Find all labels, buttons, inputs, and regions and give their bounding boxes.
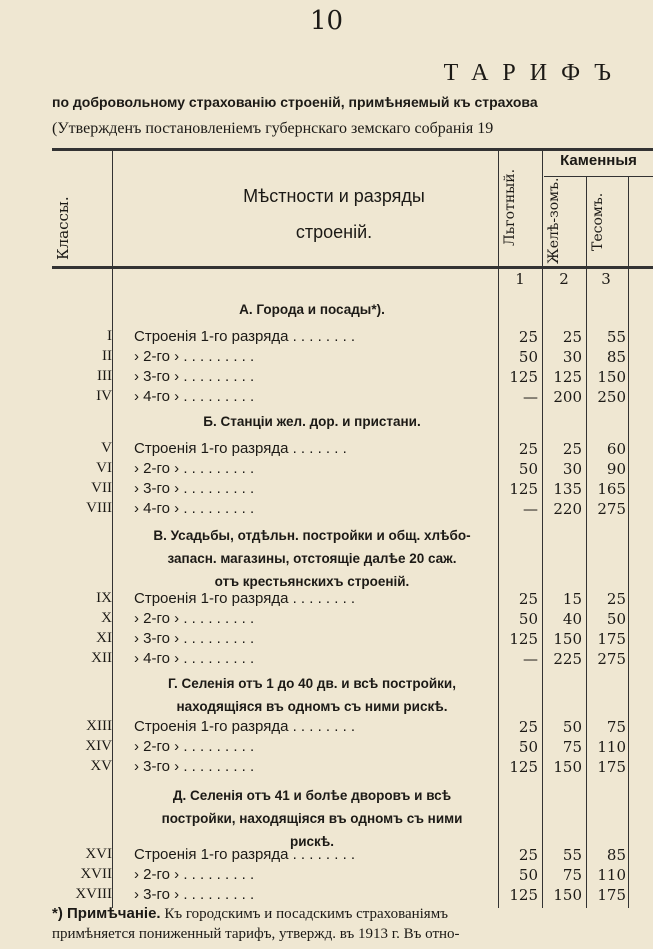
value-preferential: 125 — [509, 368, 538, 386]
class-numeral: VI — [96, 460, 112, 476]
table-row — [52, 758, 653, 778]
page-number: 10 — [309, 6, 344, 36]
value-planks: 175 — [597, 758, 626, 776]
class-numeral: VIII — [86, 500, 112, 516]
section-heading-line: Г. Селенія отъ 1 до 40 дв. и всѣ постройки, — [168, 676, 456, 691]
value-planks: 250 — [597, 388, 626, 406]
value-planks: 175 — [597, 886, 626, 904]
section-heading-line: запасн. магазины, отстоящіе далѣе 20 саж. — [167, 551, 457, 566]
section-heading-line: рискѣ. — [289, 834, 335, 849]
class-numeral: XI — [96, 630, 112, 646]
col-divider-classes — [112, 148, 113, 908]
value-iron: 40 — [562, 610, 582, 628]
value-planks: 90 — [606, 460, 626, 478]
value-planks: 55 — [606, 328, 626, 346]
value-iron: 15 — [562, 590, 582, 608]
value-preferential: 25 — [518, 328, 538, 346]
value-preferential: 50 — [518, 866, 538, 884]
row-label: › 2-го › . . . . . . . . . — [134, 866, 255, 883]
value-iron: 75 — [562, 866, 582, 884]
value-iron: 150 — [553, 886, 582, 904]
section-heading-line: отъ крестьянскихъ строеній. — [214, 574, 410, 589]
row-label: › 2-го › . . . . . . . . . — [134, 348, 255, 365]
table-row — [52, 650, 653, 670]
value-planks: 165 — [597, 480, 626, 498]
section-d-heading — [122, 784, 502, 853]
section-a-heading — [122, 298, 502, 321]
document-title: ТАРИФЪ — [443, 60, 625, 86]
table-row — [52, 846, 653, 866]
table-row — [52, 610, 653, 630]
value-preferential: 25 — [518, 440, 538, 458]
value-iron: 150 — [553, 630, 582, 648]
value-preferential: 125 — [509, 630, 538, 648]
table-row — [52, 866, 653, 886]
table-row — [52, 460, 653, 480]
row-label: Строенія 1-го разряда . . . . . . . . — [134, 590, 356, 607]
section-heading-line: находящіяся въ одномъ съ ними рискѣ. — [176, 699, 448, 714]
table-row — [52, 368, 653, 388]
class-numeral: II — [102, 348, 112, 364]
stone-header-rule — [544, 176, 653, 177]
header-classes: Классы. — [54, 196, 72, 260]
row-label: › 2-го › . . . . . . . . . — [134, 738, 255, 755]
row-label: › 3-го › . . . . . . . . . — [134, 886, 255, 903]
value-iron: 220 — [553, 500, 582, 518]
value-planks: 175 — [597, 630, 626, 648]
table-row — [52, 440, 653, 460]
section-v-heading — [122, 524, 502, 593]
col-divider-2 — [542, 148, 543, 908]
value-iron: 150 — [553, 758, 582, 776]
section-heading-line: Б. Станціи жел. дор. и пристани. — [203, 414, 421, 429]
table-row — [52, 500, 653, 520]
class-numeral: XVII — [80, 866, 112, 882]
value-iron: 225 — [553, 650, 582, 668]
class-numeral: XVIII — [75, 886, 112, 902]
col-divider-4 — [628, 176, 629, 908]
value-preferential: — — [523, 650, 538, 668]
row-label: › 4-го › . . . . . . . . . — [134, 500, 255, 517]
row-label: › 3-го › . . . . . . . . . — [134, 368, 255, 385]
footnote-line2: примѣняется пониженный тарифъ, утвержд. въ 1913 г. Въ отно- — [52, 926, 460, 942]
value-preferential: 125 — [509, 480, 538, 498]
section-g-heading — [122, 672, 502, 718]
value-planks: 75 — [606, 718, 626, 736]
col-number-2: 2 — [559, 270, 569, 288]
class-numeral: VII — [91, 480, 112, 496]
row-label: › 3-го › . . . . . . . . . — [134, 758, 255, 775]
value-iron: 30 — [562, 460, 582, 478]
value-preferential: 50 — [518, 460, 538, 478]
header-localities — [114, 178, 554, 250]
value-preferential: — — [523, 388, 538, 406]
row-label: › 3-го › . . . . . . . . . — [134, 480, 255, 497]
class-numeral: V — [101, 440, 112, 456]
footnote-text1: Къ городскимъ и посадскимъ страхованіямъ — [160, 906, 448, 922]
table-row — [52, 388, 653, 408]
approval-note: (Утвержденъ постановленіемъ губернскаго земскаго собранія 19 — [52, 120, 494, 137]
class-numeral: I — [107, 328, 112, 344]
class-numeral: XII — [91, 650, 112, 666]
value-preferential: — — [523, 500, 538, 518]
header-preferential: Льготный. — [502, 168, 518, 246]
section-heading-line: А. Города и посады*). — [239, 302, 385, 317]
class-numeral: III — [97, 368, 112, 384]
value-iron: 75 — [562, 738, 582, 756]
value-iron: 55 — [562, 846, 582, 864]
table-row — [52, 886, 653, 906]
value-iron: 50 — [562, 718, 582, 736]
table-row — [52, 590, 653, 610]
value-planks: 110 — [597, 866, 626, 884]
value-iron: 25 — [562, 440, 582, 458]
header-iron: Желѣ-зомъ. — [546, 177, 562, 264]
footnote-mark: *) Примѣчаніе. — [52, 905, 161, 922]
class-numeral: XVI — [85, 846, 112, 862]
value-iron: 135 — [553, 480, 582, 498]
row-label: Строенія 1-го разряда . . . . . . . . — [134, 328, 356, 345]
value-preferential: 125 — [509, 886, 538, 904]
row-label: › 4-го › . . . . . . . . . — [134, 388, 255, 405]
value-iron: 125 — [553, 368, 582, 386]
value-planks: 150 — [597, 368, 626, 386]
document-subtitle: по добровольному страхованію строеній, примѣняемый къ страхова — [52, 94, 538, 110]
value-preferential: 125 — [509, 758, 538, 776]
table-row — [52, 328, 653, 348]
class-numeral: IV — [96, 388, 112, 404]
row-label: Строенія 1-го разряда . . . . . . . . — [134, 846, 356, 863]
class-numeral: XV — [90, 758, 112, 774]
col-number-1: 1 — [515, 270, 525, 288]
section-heading-line: Д. Селенія отъ 41 и болѣе дворовъ и всѣ — [172, 788, 452, 803]
class-numeral: XIII — [86, 718, 112, 734]
header-localities-line2: строеній. — [295, 222, 373, 242]
header-localities-line1: Мѣстности и разряды — [243, 186, 425, 206]
value-planks: 275 — [597, 650, 626, 668]
class-numeral: XIV — [85, 738, 112, 754]
value-planks: 85 — [606, 348, 626, 366]
tariff-table — [52, 148, 653, 908]
value-preferential: 50 — [518, 738, 538, 756]
footnote-line1 — [52, 904, 653, 924]
value-planks: 110 — [597, 738, 626, 756]
header-planks: Тесомъ. — [590, 192, 606, 252]
header-bottom-rule — [52, 266, 653, 269]
section-b-heading — [122, 410, 502, 433]
section-heading-line: постройки, находящіяся въ одномъ съ ними — [161, 811, 463, 826]
table-top-rule — [52, 148, 653, 151]
table-row — [52, 738, 653, 758]
row-label: › 3-го › . . . . . . . . . — [134, 630, 255, 647]
value-planks: 275 — [597, 500, 626, 518]
table-row — [52, 348, 653, 368]
row-label: Строенія 1-го разряда . . . . . . . — [134, 440, 347, 457]
value-iron: 30 — [562, 348, 582, 366]
value-iron: 25 — [562, 328, 582, 346]
value-planks: 60 — [606, 440, 626, 458]
value-iron: 200 — [553, 388, 582, 406]
header-stone: Каменныя — [560, 152, 637, 169]
value-preferential: 50 — [518, 348, 538, 366]
row-label: › 2-го › . . . . . . . . . — [134, 460, 255, 477]
section-heading-line: В. Усадьбы, отдѣльн. постройки и общ. хлѣбо- — [153, 528, 471, 543]
class-numeral: X — [101, 610, 112, 626]
col-number-3: 3 — [601, 270, 611, 288]
value-planks: 50 — [606, 610, 626, 628]
value-preferential: 25 — [518, 846, 538, 864]
footnote — [52, 904, 653, 944]
value-planks: 85 — [606, 846, 626, 864]
row-label: › 4-го › . . . . . . . . . — [134, 650, 255, 667]
table-row — [52, 718, 653, 738]
value-preferential: 50 — [518, 610, 538, 628]
class-numeral: IX — [96, 590, 112, 606]
row-label: Строенія 1-го разряда . . . . . . . . — [134, 718, 356, 735]
table-row — [52, 630, 653, 650]
value-preferential: 25 — [518, 718, 538, 736]
value-preferential: 25 — [518, 590, 538, 608]
row-label: › 2-го › . . . . . . . . . — [134, 610, 255, 627]
table-row — [52, 480, 653, 500]
value-planks: 25 — [606, 590, 626, 608]
